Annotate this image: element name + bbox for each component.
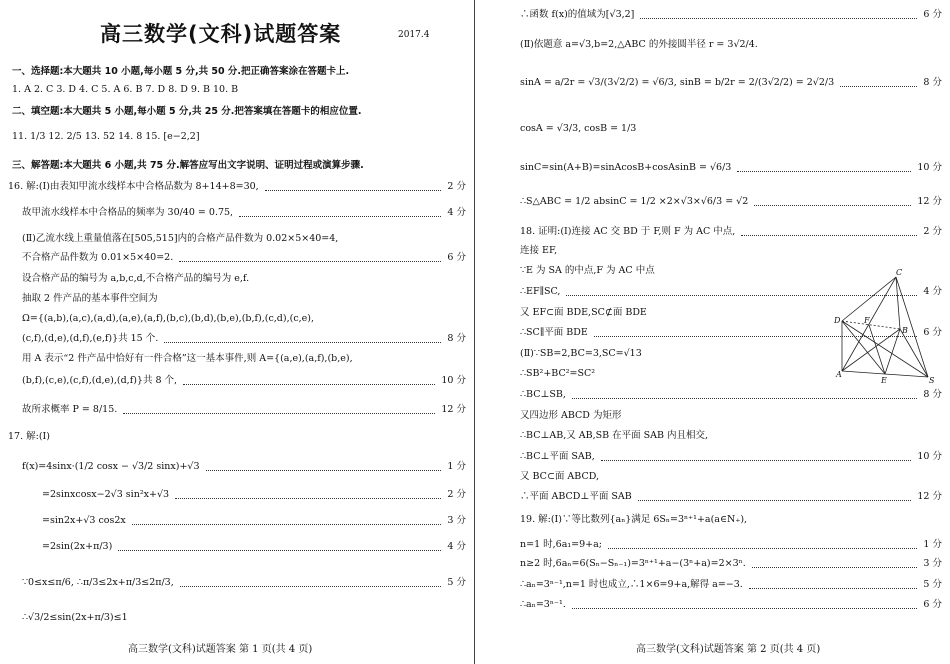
solution-text: ∴SC∥平面 BDE bbox=[520, 327, 588, 338]
score-label: 4 分 bbox=[923, 286, 942, 297]
leader-dots bbox=[206, 470, 441, 471]
score-label: 6 分 bbox=[447, 252, 466, 263]
leader-dots bbox=[175, 498, 441, 499]
solution-text: 18. 证明:(Ⅰ)连接 AC 交 BD 于 F,则 F 为 AC 中点, bbox=[520, 226, 736, 237]
solution-text: n=1 时,6a₁=9+a; bbox=[520, 539, 603, 550]
score-label: 1 分 bbox=[923, 539, 942, 550]
leader-dots bbox=[840, 86, 917, 87]
section-1-heading: 一、选择题:本大题共 10 小题,每小题 5 分,共 50 分.把正确答案涂在答题卡上. bbox=[12, 66, 350, 77]
score-label: 3 分 bbox=[923, 558, 942, 569]
leader-dots bbox=[640, 18, 917, 19]
score-label: 8 分 bbox=[923, 77, 942, 88]
leader-dots bbox=[180, 586, 441, 587]
leader-dots bbox=[741, 235, 917, 236]
fig-label-s: S bbox=[929, 376, 935, 385]
score-label: 8 分 bbox=[923, 389, 942, 400]
solution-text: 用 A 表示“2 件产品中恰好有一件合格”这一基本事件,则 A={(a,e),(a,f),(b,e), bbox=[22, 353, 353, 364]
solution-text: ∴平面 ABCD⊥平面 SAB bbox=[520, 491, 632, 502]
solution-text: (Ⅱ)乙流水线上重量值落在[505,515]内的合格产品件数为 0.02×5×40=4, bbox=[22, 233, 339, 244]
leader-dots bbox=[265, 190, 441, 191]
solution-text: ∴BC⊥AB,又 AB,SB 在平面 SAB 内且相交, bbox=[520, 430, 709, 441]
solution-text: 又 BC⊂面 ABCD, bbox=[520, 471, 600, 482]
score-label: 8 分 bbox=[447, 333, 466, 344]
solution-text: ∴EF∥SC, bbox=[520, 286, 561, 297]
doc-title: 高三数学(文科)试题答案 bbox=[100, 22, 342, 46]
solution-text: Ω={(a,b),(a,c),(a,d),(a,e),(a,f),(b,c),(b,d),(b,e),(b,f),(c,d),(c,e), bbox=[22, 313, 315, 324]
solution-text: ∴函数 f(x)的值域为[√3,2] bbox=[520, 9, 635, 20]
fig-label-d: D bbox=[834, 316, 841, 325]
score-label: 12 分 bbox=[917, 196, 942, 207]
score-label: 2 分 bbox=[923, 226, 942, 237]
fig-label-c: C bbox=[896, 268, 903, 277]
page-divider bbox=[474, 0, 475, 664]
solution-text: ∴S△ABC = 1/2 absinC = 1/2 ×2×√3×√6/3 = √2 bbox=[520, 196, 749, 207]
solution-text: f(x)=4sinx·(1/2 cosx − √3/2 sinx)+√3 bbox=[22, 461, 200, 472]
solution-text: ∴SB²+BC²=SC² bbox=[520, 368, 596, 379]
section-3-heading: 三、解答题:本大题共 6 小题,共 75 分.解答应写出文字说明、证明过程或演算步骤. bbox=[12, 160, 364, 171]
score-label: 5 分 bbox=[923, 579, 942, 590]
section-2-heading: 二、填空题:本大题共 5 小题,每小题 5 分,共 25 分.把答案填在答题卡的相应位置. bbox=[12, 106, 362, 117]
solution-text: 设合格产品的编号为 a,b,c,d,不合格产品的编号为 e,f. bbox=[22, 273, 250, 284]
solution-text: 17. 解:(Ⅰ) bbox=[8, 431, 50, 442]
doc-date: 2017.4 bbox=[398, 30, 430, 40]
solution-text: ∴aₙ=3ⁿ⁻¹,n=1 时也成立,∴1×6=9+a,解得 a=−3. bbox=[520, 579, 743, 590]
score-label: 10 分 bbox=[441, 375, 466, 386]
fig-label-a: A bbox=[836, 370, 842, 379]
leader-dots bbox=[164, 342, 441, 343]
fig-label-b: B bbox=[902, 326, 908, 335]
solution-text: (c,f),(d,e),(d,f),(e,f)}共 15 个. bbox=[22, 333, 159, 344]
score-label: 5 分 bbox=[447, 577, 466, 588]
solution-text: n≥2 时,6aₙ=6(Sₙ−Sₙ₋₁)=3ⁿ⁺¹+a−(3ⁿ+a)=2×3ⁿ. bbox=[520, 558, 746, 569]
solution-text: (b,f),(c,e),(c,f),(d,e),(d,f)}共 8 个, bbox=[22, 375, 178, 386]
solution-text: ∴√3/2≤sin(2x+π/3)≤1 bbox=[22, 612, 128, 623]
solution-text: sinA = a/2r = √3/(3√2/2) = √6/3, sinB = b/2r = 2/(3√2/2) = 2√2/3 bbox=[520, 77, 835, 88]
solution-text: =sin2x+√3 cos2x bbox=[42, 515, 126, 526]
right-page bbox=[476, 0, 950, 664]
score-label: 1 分 bbox=[447, 461, 466, 472]
solution-text: 16. 解:(Ⅰ)由表知甲流水线样本中合格品数为 8+14+8=30, bbox=[8, 181, 259, 192]
section-2-answers: 11. 1/3 12. 2/5 13. 52 14. 8 15. [e−2,2] bbox=[12, 131, 200, 142]
solution-text: =2sinxcosx−2√3 sin²x+√3 bbox=[42, 489, 170, 500]
solution-text: ∴BC⊥平面 SAB, bbox=[520, 451, 595, 462]
leader-dots bbox=[132, 524, 441, 525]
solution-text: ∵E 为 SA 的中点,F 为 AC 中点 bbox=[520, 265, 655, 276]
solution-text: ∴aₙ=3ⁿ⁻¹. bbox=[520, 599, 566, 610]
leader-dots bbox=[754, 205, 911, 206]
solution-text: (Ⅱ)∵SB=2,BC=3,SC=√13 bbox=[520, 348, 642, 359]
leader-dots bbox=[601, 460, 911, 461]
leader-dots bbox=[749, 588, 917, 589]
fig-label-e: E bbox=[881, 376, 887, 385]
score-label: 12 分 bbox=[917, 491, 942, 502]
leader-dots bbox=[239, 216, 441, 217]
leader-dots bbox=[179, 261, 441, 262]
solution-text: ∵0≤x≤π/6, ∴π/3≤2x+π/3≤2π/3, bbox=[22, 577, 174, 588]
fig-label-f: F bbox=[864, 316, 870, 325]
score-label: 3 分 bbox=[447, 515, 466, 526]
score-label: 2 分 bbox=[447, 489, 466, 500]
solution-text: (Ⅱ)依题意 a=√3,b=2,△ABC 的外接圆半径 r = 3√2/4. bbox=[520, 39, 758, 50]
score-label: 6 分 bbox=[923, 9, 942, 20]
left-footer: 高三数学(文科)试题答案 第 1 页(共 4 页) bbox=[128, 644, 313, 655]
score-label: 6 分 bbox=[923, 327, 942, 338]
solution-text: =2sin(2x+π/3) bbox=[42, 541, 113, 552]
solution-text: 故甲流水线样本中合格品的频率为 30/40 = 0.75, bbox=[22, 207, 234, 218]
solution-text: cosA = √3/3, cosB = 1/3 bbox=[520, 123, 637, 134]
pyramid-figure bbox=[834, 268, 946, 385]
solution-text: 又 EF⊂面 BDE,SC⊄面 BDE bbox=[520, 307, 647, 318]
leader-dots bbox=[183, 384, 435, 385]
solution-text: ∴BC⊥SB, bbox=[520, 389, 566, 400]
solution-text: 连接 EF, bbox=[520, 245, 558, 256]
left-page bbox=[0, 0, 474, 664]
right-footer: 高三数学(文科)试题答案 第 2 页(共 4 页) bbox=[636, 644, 821, 655]
leader-dots bbox=[638, 500, 911, 501]
leader-dots bbox=[752, 567, 917, 568]
leader-dots bbox=[572, 398, 917, 399]
score-label: 10 分 bbox=[917, 451, 942, 462]
leader-dots bbox=[123, 413, 435, 414]
score-label: 12 分 bbox=[441, 404, 466, 415]
score-label: 2 分 bbox=[447, 181, 466, 192]
leader-dots bbox=[737, 171, 911, 172]
solution-text: 不合格产品件数为 0.01×5×40=2. bbox=[22, 252, 174, 263]
score-label: 6 分 bbox=[923, 599, 942, 610]
leader-dots bbox=[572, 608, 917, 609]
solution-text: 故所求概率 P = 8/15. bbox=[22, 404, 118, 415]
solution-text: 抽取 2 件产品的基本事件空间为 bbox=[22, 293, 158, 304]
solution-text: sinC=sin(A+B)=sinAcosB+cosAsinB = √6/3 bbox=[520, 162, 732, 173]
solution-text: 又四边形 ABCD 为矩形 bbox=[520, 410, 622, 421]
solution-text: 19. 解:(Ⅰ)∵等比数列{aₙ}满足 6Sₙ=3ⁿ⁺¹+a(a∈N₊), bbox=[520, 514, 748, 525]
score-label: 10 分 bbox=[917, 162, 942, 173]
score-label: 4 分 bbox=[447, 207, 466, 218]
leader-dots bbox=[608, 548, 917, 549]
section-1-answers: 1. A 2. C 3. D 4. C 5. A 6. B 7. D 8. D 9. B 10. B bbox=[12, 84, 239, 95]
score-label: 4 分 bbox=[447, 541, 466, 552]
leader-dots bbox=[118, 550, 441, 551]
